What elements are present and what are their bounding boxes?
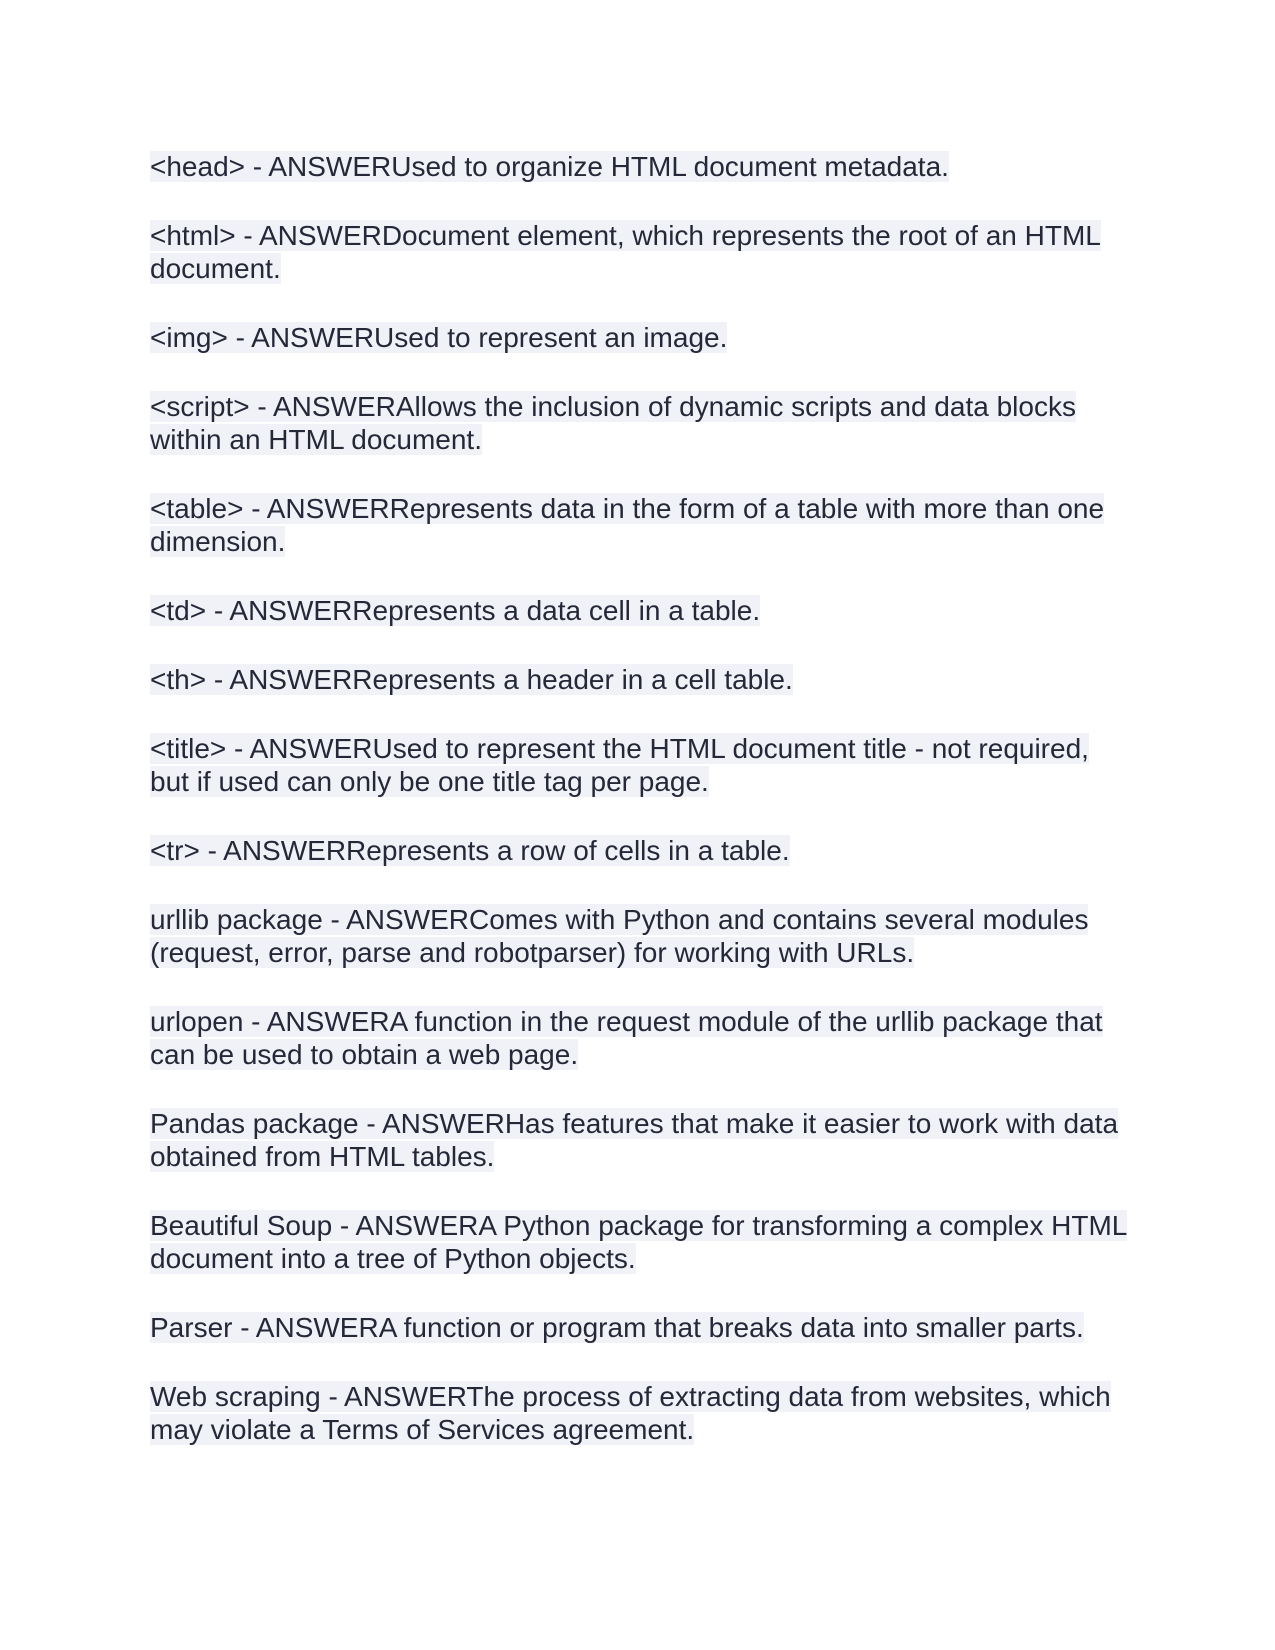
- entry-script: [150, 390, 1130, 456]
- entry-web-scraping: [150, 1380, 1130, 1446]
- entry-text: <img> - ANSWERUsed to represent an image.: [150, 322, 728, 353]
- entry-pandas: [150, 1107, 1130, 1173]
- entry-text: <html> - ANSWERDocument element, which represents the root of an HTML document.: [150, 220, 1101, 284]
- entry-td: [150, 594, 1130, 627]
- entry-text: urllib package - ANSWERComes with Python and contains several modules (request, error, parse and robotparser) for working with URLs.: [150, 904, 1089, 968]
- entry-text: Pandas package - ANSWERHas features that make it easier to work with data obtained from HTML tables.: [150, 1108, 1119, 1172]
- entry-text: <script> - ANSWERAllows the inclusion of dynamic scripts and data blocks within an HTML document.: [150, 391, 1076, 455]
- entry-th: [150, 663, 1130, 696]
- entry-text: <table> - ANSWERRepresents data in the form of a table with more than one dimension.: [150, 493, 1105, 557]
- entry-table: [150, 492, 1130, 558]
- entry-text: <head> - ANSWERUsed to organize HTML document metadata.: [150, 151, 949, 182]
- entry-title: [150, 732, 1130, 798]
- entry-beautiful-soup: [150, 1209, 1130, 1275]
- entry-text: Parser - ANSWERA function or program that breaks data into smaller parts.: [150, 1312, 1084, 1343]
- entry-urlopen: [150, 1005, 1130, 1071]
- entry-parser: [150, 1311, 1130, 1344]
- entry-text: <td> - ANSWERRepresents a data cell in a table.: [150, 595, 761, 626]
- entry-html: [150, 219, 1130, 285]
- document-page: [150, 150, 1130, 1482]
- entry-text: <title> - ANSWERUsed to represent the HTML document title - not required, but if used can only be one title tag per page.: [150, 733, 1089, 797]
- entry-text: <tr> - ANSWERRepresents a row of cells in a table.: [150, 835, 790, 866]
- entry-head: [150, 150, 1130, 183]
- entry-tr: [150, 834, 1130, 867]
- entry-text: urlopen - ANSWERA function in the request module of the urllib package that can be used to obtain a web page.: [150, 1006, 1103, 1070]
- entry-text: Beautiful Soup - ANSWERA Python package for transforming a complex HTML document into a tree of Python objects.: [150, 1210, 1128, 1274]
- entry-text: <th> - ANSWERRepresents a header in a cell table.: [150, 664, 793, 695]
- entry-urllib: [150, 903, 1130, 969]
- entry-text: Web scraping - ANSWERThe process of extracting data from websites, which may violate a Terms of Services agreement.: [150, 1381, 1111, 1445]
- entry-img: [150, 321, 1130, 354]
